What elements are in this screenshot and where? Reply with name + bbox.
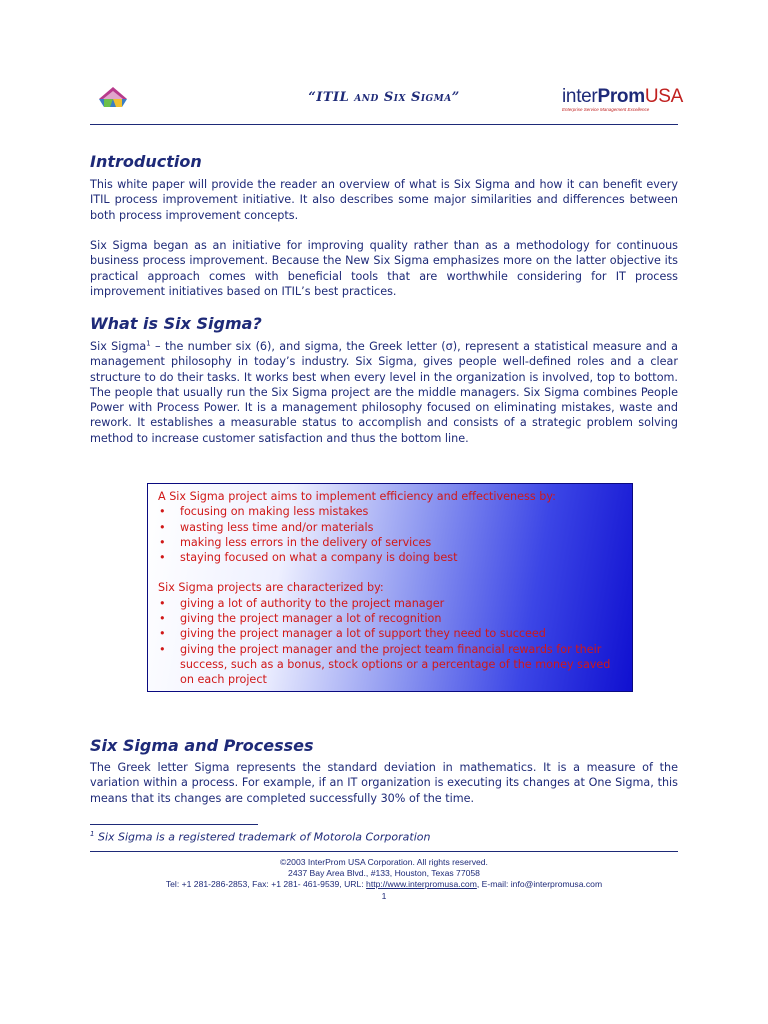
six-sigma-highlight-box	[147, 483, 633, 692]
footnote-divider	[90, 824, 258, 825]
list-item: • giving a lot of authority to the project manager	[159, 596, 445, 610]
list-item: • staying focused on what a company is doing best	[159, 551, 458, 565]
list-item: • making less errors in the delivery of services	[159, 535, 432, 549]
what-is-paragraph: Six Sigma$^1$ – the number six (6), and sigma, the Greek letter (σ), represent a statistical measure and a management philosophy in today’s industry. Six Sigma, gives people well-defined roles and a clear structure to do their tasks. It works best when every level in the organization is involved, top to bottom. The people that usually run the Six Sigma project are the middle managers. Six Sigma combines People Power with Process Power. It is a management philosophy focused on eliminating mistakes, waste and rework. It establishes a measurable status to accomplish and consists of a strategic problem solving method to increase customer satisfaction and thus the bottom line.	[90, 339, 678, 445]
bullet-icon: •	[159, 535, 166, 549]
bullet-icon: •	[159, 505, 166, 519]
bullet-icon: •	[159, 551, 166, 565]
intro-paragraph-2: Six Sigma began as an initiative for improving quality rather than as a methodology for continuous business process improvement. Because the New Six Sigma emphasizes more on the latter objective its practical approach comes with beneficial tools that are worthwhile considering for IT process improvement initiatives based on ITIL’s best practices.	[90, 239, 678, 298]
list-item: • giving the project manager a lot of recognition	[159, 612, 442, 626]
document-title: “ITIL and Six Sigma”	[308, 90, 460, 105]
processes-paragraph: The Greek letter Sigma represents the standard deviation in mathematics. It is a measure of the variation within a process. For example, if an IT organization is executing its changes at One Sigma, this means that its changes are completed successfully 30% of the time.	[90, 761, 678, 805]
company-logo: interPromUSA Enterprise Service Management Excellence	[562, 86, 684, 112]
footnote-ref: 1	[146, 339, 151, 348]
intro-paragraph-1: This white paper will provide the reader an overview of what is Six Sigma and how it can benefit every ITIL process improvement initiative. It also describes some major similarities and differences between both process improvement concepts.	[90, 178, 678, 222]
bullet-icon: •	[159, 612, 166, 626]
footer-copyright: ©2003 InterProm USA Corporation. All rights reserved.	[280, 857, 488, 867]
list-item: • focusing on making less mistakes	[159, 505, 369, 519]
footer-divider	[90, 851, 678, 852]
section-heading-what-is-six-sigma: What is Six Sigma?	[90, 314, 262, 333]
list-item: • giving the project manager and the project team financial rewards for their success, such as a bonus, stock options or a percentage of the money saved on each project	[159, 642, 611, 687]
section-heading-introduction: Introduction	[90, 152, 202, 171]
page-number: 1	[381, 891, 387, 901]
website-link[interactable]: http://www.interpromusa.com	[366, 879, 477, 889]
section-heading-processes: Six Sigma and Processes	[90, 736, 314, 755]
bullet-icon: •	[159, 642, 166, 656]
title-rest: and Six Sigma	[349, 90, 452, 105]
bullet-icon: •	[159, 596, 166, 610]
list-item: • wasting less time and/or materials	[159, 520, 374, 534]
box-intro-2: Six Sigma projects are characterized by:	[158, 581, 384, 595]
box-list-characteristics	[158, 596, 624, 688]
footer-address: 2437 Bay Area Blvd., #133, Houston, Texas 77058	[288, 868, 480, 878]
bullet-icon: •	[159, 627, 166, 641]
box-intro-1: A Six Sigma project aims to implement efficiency and effectiveness by:	[158, 490, 556, 503]
header-divider	[90, 124, 678, 125]
list-item: • giving the project manager a lot of support they need to succeed	[159, 627, 546, 641]
footer-contact: Tel: +1 281-286-2853, Fax: +1 281- 461-9539, URL: http://www.interpromusa.com, E-mail: info@interpromusa.com	[165, 879, 603, 889]
box-list-aims	[158, 504, 624, 565]
title-acronym: ITIL	[316, 90, 350, 105]
company-tagline: Enterprise Service Management Excellence	[562, 107, 650, 112]
footnote: $^1$ Six Sigma is a registered trademark of Motorola Corporation	[90, 830, 431, 844]
bullet-icon: •	[159, 520, 166, 534]
